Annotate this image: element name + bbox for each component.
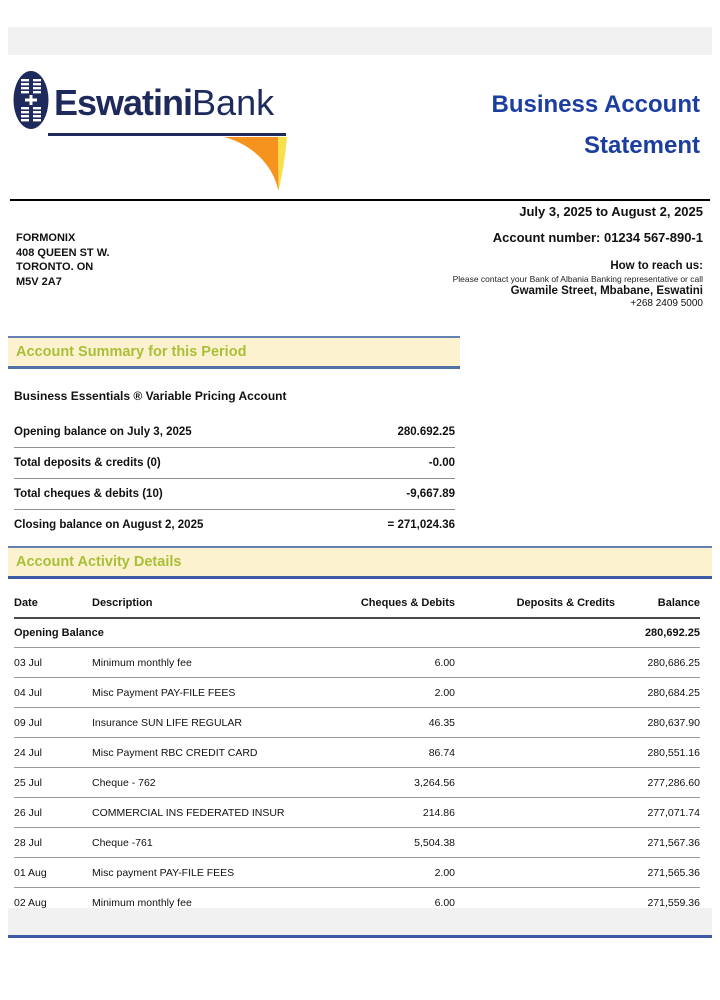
activity-table [14, 588, 700, 918]
transaction-balance: 280,551.16 [647, 746, 700, 759]
bank-emblem-icon [13, 70, 49, 130]
transaction-balance: 271,559.36 [647, 896, 700, 909]
transaction-debit: 6.00 [434, 896, 455, 909]
bank-logo-wordmark [54, 82, 274, 124]
document-title-line2: Statement [583, 132, 700, 159]
transaction-balance: 271,565.36 [647, 866, 700, 879]
logo-swoosh-icon [224, 137, 288, 193]
transaction-debit: 6.00 [434, 656, 455, 669]
column-header-date: Date [14, 596, 38, 609]
transaction-row [14, 648, 700, 678]
document-title-line1: Business Account [491, 91, 700, 118]
transaction-row [14, 858, 700, 888]
transaction-balance: 277,071.74 [647, 806, 700, 819]
column-header-credits: Deposits & Credits [516, 596, 615, 609]
transaction-debit: 2.00 [434, 866, 455, 879]
transaction-row [14, 738, 700, 768]
transaction-date: 25 Jul [14, 776, 43, 789]
transaction-debit: 46.35 [428, 716, 455, 729]
document-title [492, 84, 701, 166]
transaction-balance: 280,637.90 [647, 716, 700, 729]
transaction-description: Minimum monthly fee [92, 656, 192, 669]
account-number: Account number: 01234 567-890-1 [492, 230, 703, 245]
column-header-debits: Cheques & Debits [360, 596, 455, 609]
transaction-description: Cheque -761 [92, 836, 153, 849]
transaction-row [14, 678, 700, 708]
bottom-decorative-bar [8, 908, 712, 938]
summary-row [14, 479, 455, 510]
top-decorative-bar [8, 27, 712, 55]
transaction-description: Misc Payment RBC CREDIT CARD [92, 746, 258, 759]
transaction-debit: 2.00 [434, 686, 455, 699]
summary-row-label: Closing balance on August 2, 2025 [14, 519, 204, 531]
statement-period: July 3, 2025 to August 2, 2025 [519, 204, 703, 219]
summary-row [14, 510, 455, 540]
reach-us-heading: How to reach us: [610, 260, 703, 272]
transaction-description: COMMERCIAL INS FEDERATED INSUR [92, 806, 285, 819]
transaction-row [14, 768, 700, 798]
transaction-description: Misc payment PAY-FILE FEES [92, 866, 235, 879]
transaction-debit: 86.74 [428, 746, 455, 759]
summary-row [14, 448, 455, 479]
transaction-description: Insurance SUN LIFE REGULAR [92, 716, 242, 729]
summary-section-header [8, 336, 460, 369]
opening-balance-row [14, 619, 700, 648]
customer-address-block [16, 231, 110, 289]
statement-info-block [453, 204, 703, 309]
transaction-date: 24 Jul [14, 746, 43, 759]
customer-address-line2: TORONTO. ON [16, 261, 94, 273]
transaction-row [14, 828, 700, 858]
transaction-date: 01 Aug [14, 866, 47, 879]
activity-section-header [8, 546, 712, 579]
customer-address-line3: M5V 2A7 [16, 275, 62, 288]
bank-logo-wordmark-light: Bank [192, 82, 275, 123]
transaction-description: Misc Payment PAY-FILE FEES [92, 686, 236, 699]
transaction-balance: 280,684.25 [647, 686, 700, 699]
activity-rows [14, 648, 700, 918]
column-header-balance: Balance [657, 596, 700, 609]
logo-underline [48, 133, 286, 136]
summary-row-label: Total deposits & credits (0) [14, 457, 161, 469]
reach-us-note: Please contact your Bank of Albania Banking representative or call [452, 274, 703, 284]
transaction-date: 28 Jul [14, 836, 43, 849]
summary-row-value: = 271,024.36 [387, 519, 455, 531]
activity-header-row [14, 588, 700, 619]
transaction-description: Cheque - 762 [92, 776, 156, 789]
transaction-debit: 5,504.38 [414, 836, 455, 849]
opening-balance-value: 280,692.25 [644, 627, 700, 639]
transaction-debit: 214.86 [422, 806, 455, 819]
transaction-date: 02 Aug [14, 896, 47, 909]
customer-name: FORMONIX [16, 232, 76, 244]
summary-row-label: Total cheques & debits (10) [14, 488, 163, 500]
transaction-row [14, 798, 700, 828]
reach-us-address: Gwamile Street, Mbabane, Eswatini [510, 285, 703, 297]
product-name: Business Essentials ® Variable Pricing Account [14, 389, 287, 403]
transaction-date: 03 Jul [14, 656, 43, 669]
summary-row-label: Opening balance on July 3, 2025 [14, 426, 192, 438]
transaction-date: 26 Jul [14, 806, 43, 819]
opening-balance-label: Opening Balance [14, 627, 104, 639]
summary-row-value: -0.00 [428, 457, 455, 469]
header-divider-rule [10, 199, 710, 201]
transaction-date: 04 Jul [14, 686, 43, 699]
transaction-row [14, 708, 700, 738]
summary-table [14, 417, 455, 540]
summary-row-value: -9,667.89 [406, 488, 455, 500]
activity-section-title: Account Activity Details [16, 554, 182, 570]
column-header-description: Description [92, 596, 153, 609]
transaction-balance: 280,686.25 [647, 656, 700, 669]
transaction-date: 09 Jul [14, 716, 43, 729]
transaction-debit: 3,264.56 [414, 776, 455, 789]
bank-logo-wordmark-bold: Eswatini [54, 82, 193, 123]
summary-row [14, 417, 455, 448]
summary-row-value: 280.692.25 [397, 426, 455, 438]
transaction-description: Minimum monthly fee [92, 896, 192, 909]
summary-section-title: Account Summary for this Period [16, 344, 247, 360]
transaction-balance: 277,286.60 [647, 776, 700, 789]
transaction-balance: 271,567.36 [647, 836, 700, 849]
customer-address-line1: 408 QUEEN ST W. [16, 246, 110, 259]
reach-us-phone: +268 2409 5000 [630, 298, 703, 309]
